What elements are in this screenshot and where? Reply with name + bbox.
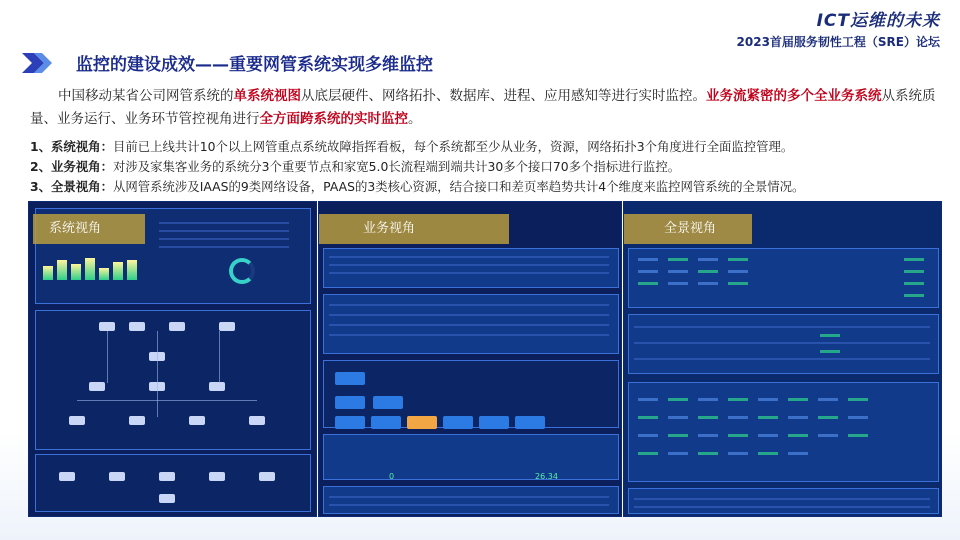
intro-text: 。 <box>408 111 422 127</box>
panel-tag: 业务视角 <box>319 214 509 244</box>
intro-paragraph <box>30 85 942 131</box>
intro-text: 中国移动某省公司网管系统的 <box>58 88 234 104</box>
intro-text: 从底层硬件、网络拓扑、数据库、进程、应用感知等进行实时监控。 <box>301 88 706 104</box>
trend-table <box>628 488 939 514</box>
screenshot-panels <box>28 201 942 517</box>
stat-value: 26.34 <box>535 472 558 481</box>
stat-value: 0 <box>389 472 395 481</box>
list-item: 2、业务视角：对涉及家集客业务的系统分3个重要节点和家宽5.0长流程端到端共计30多个接口70多个指标进行监控。 <box>30 159 681 174</box>
intro-highlight: 单系统视图 <box>233 88 301 104</box>
forum-name: 2023首届服务韧性工程（SRE）论坛 <box>736 35 940 49</box>
brand-name: ICT运维的未来 <box>816 11 940 31</box>
topology-area <box>35 310 311 450</box>
interface-table <box>628 314 939 374</box>
resource-table <box>628 248 939 308</box>
intro-text: 从系统质量、业务运行、业务环节管控视角进行 <box>30 88 936 127</box>
business-view-screenshot <box>318 201 622 517</box>
brand-logo <box>737 6 940 50</box>
panel-tag: 全景视角 <box>624 214 752 244</box>
page-title: 监控的建设成效——重要网管系统实现多维监控 <box>76 55 433 75</box>
stats-area <box>323 434 619 480</box>
wave-chart <box>43 256 143 280</box>
points-list <box>30 137 942 197</box>
chevron-arrows-icon <box>22 53 56 73</box>
intro-highlight: 业务流紧密的多个全业务系统 <box>706 88 882 104</box>
list-item: 3、全景视角：从网管系统涉及IAAS的9类网络设备，PAAS的3类核心资源，结合接口和差页率趋势共计4个维度来监控网管系统的全景情况。 <box>30 179 805 194</box>
panorama-view-screenshot <box>623 201 942 517</box>
table-area <box>323 486 619 514</box>
cluster-area <box>35 454 311 512</box>
table-area <box>323 248 619 288</box>
gauge-icon <box>229 258 255 284</box>
intro-highlight: 全方面跨系统的实时监控 <box>259 111 408 127</box>
device-grid <box>628 382 939 482</box>
panel-tag: 系统视角 <box>33 214 145 244</box>
list-item: 1、系统视角：目前已上线共计10个以上网管重点系统故障指挥看板，每个系统都至少从业务，资源，网络拓扑3个角度进行全面监控管理。 <box>30 139 794 154</box>
system-view-screenshot <box>28 201 317 517</box>
